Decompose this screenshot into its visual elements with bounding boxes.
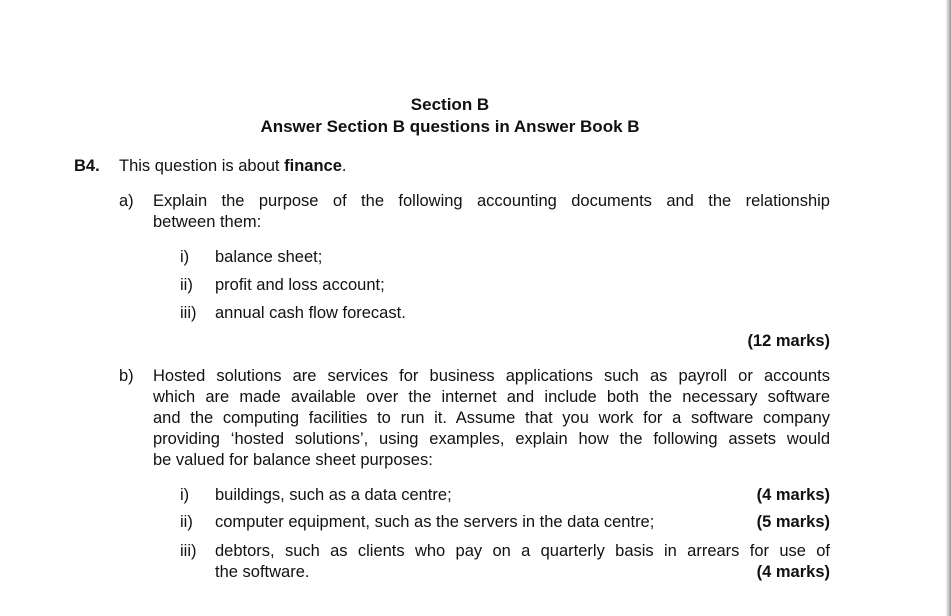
part-a-item-text: profit and loss account;: [215, 276, 385, 294]
part-b-text: [153, 366, 830, 471]
section-title: Section B: [410, 95, 490, 114]
part-b-line: be valued for balance sheet purposes:: [153, 451, 433, 469]
part-b-line: Hosted solutions are services for business applications such as payroll or accounts: [153, 367, 830, 385]
part-b-item-line: debtors, such as clients who pay on a quarterly basis in arrears for use of: [215, 542, 830, 560]
part-a-line: between them:: [153, 213, 262, 231]
question-intro-suffix: .: [341, 157, 347, 175]
part-b-item-label: ii): [180, 513, 193, 531]
part-b-item-text: buildings, such as a data centre;: [215, 486, 452, 504]
part-b-item-marks: (5 marks): [756, 513, 830, 531]
page-edge-shadow: [946, 0, 951, 616]
part-a-item-label: iii): [180, 304, 197, 322]
part-b-item-label: i): [180, 486, 190, 504]
part-b-item-marks: (4 marks): [756, 563, 830, 581]
part-a-item-text: annual cash flow forecast.: [215, 304, 406, 322]
part-b-item-line: the software.: [215, 563, 310, 581]
part-a-line: Explain the purpose of the following accounting documents and the relationship: [153, 192, 830, 210]
part-b-item-text: [215, 541, 830, 583]
part-a-item-label: i): [180, 248, 190, 266]
section-instruction: Answer Section B questions in Answer Book B: [260, 117, 640, 136]
part-b-item-text: computer equipment, such as the servers in the data centre;: [215, 513, 655, 531]
question-intro: [119, 157, 346, 176]
question-intro-prefix: This question is about: [119, 157, 285, 175]
part-a-item-label: ii): [180, 276, 193, 294]
part-b-line: and the computing facilities to run it. Assume that you work for a software company: [153, 409, 830, 427]
part-a-marks: (12 marks): [747, 332, 830, 350]
part-b-label: b): [119, 367, 134, 385]
part-a-text: [153, 191, 830, 233]
question-number: B4.: [74, 157, 100, 175]
part-a-label: a): [119, 192, 134, 210]
part-a-item-text: balance sheet;: [215, 248, 323, 266]
part-b-item-label: iii): [180, 542, 197, 560]
part-b-line: which are made available over the internet and include both the necessary software: [153, 388, 830, 406]
part-b-line: providing ‘hosted solutions’, using examples, explain how the following assets would: [153, 430, 830, 448]
part-b-item-marks: (4 marks): [756, 486, 830, 504]
question-topic: finance: [284, 157, 342, 175]
